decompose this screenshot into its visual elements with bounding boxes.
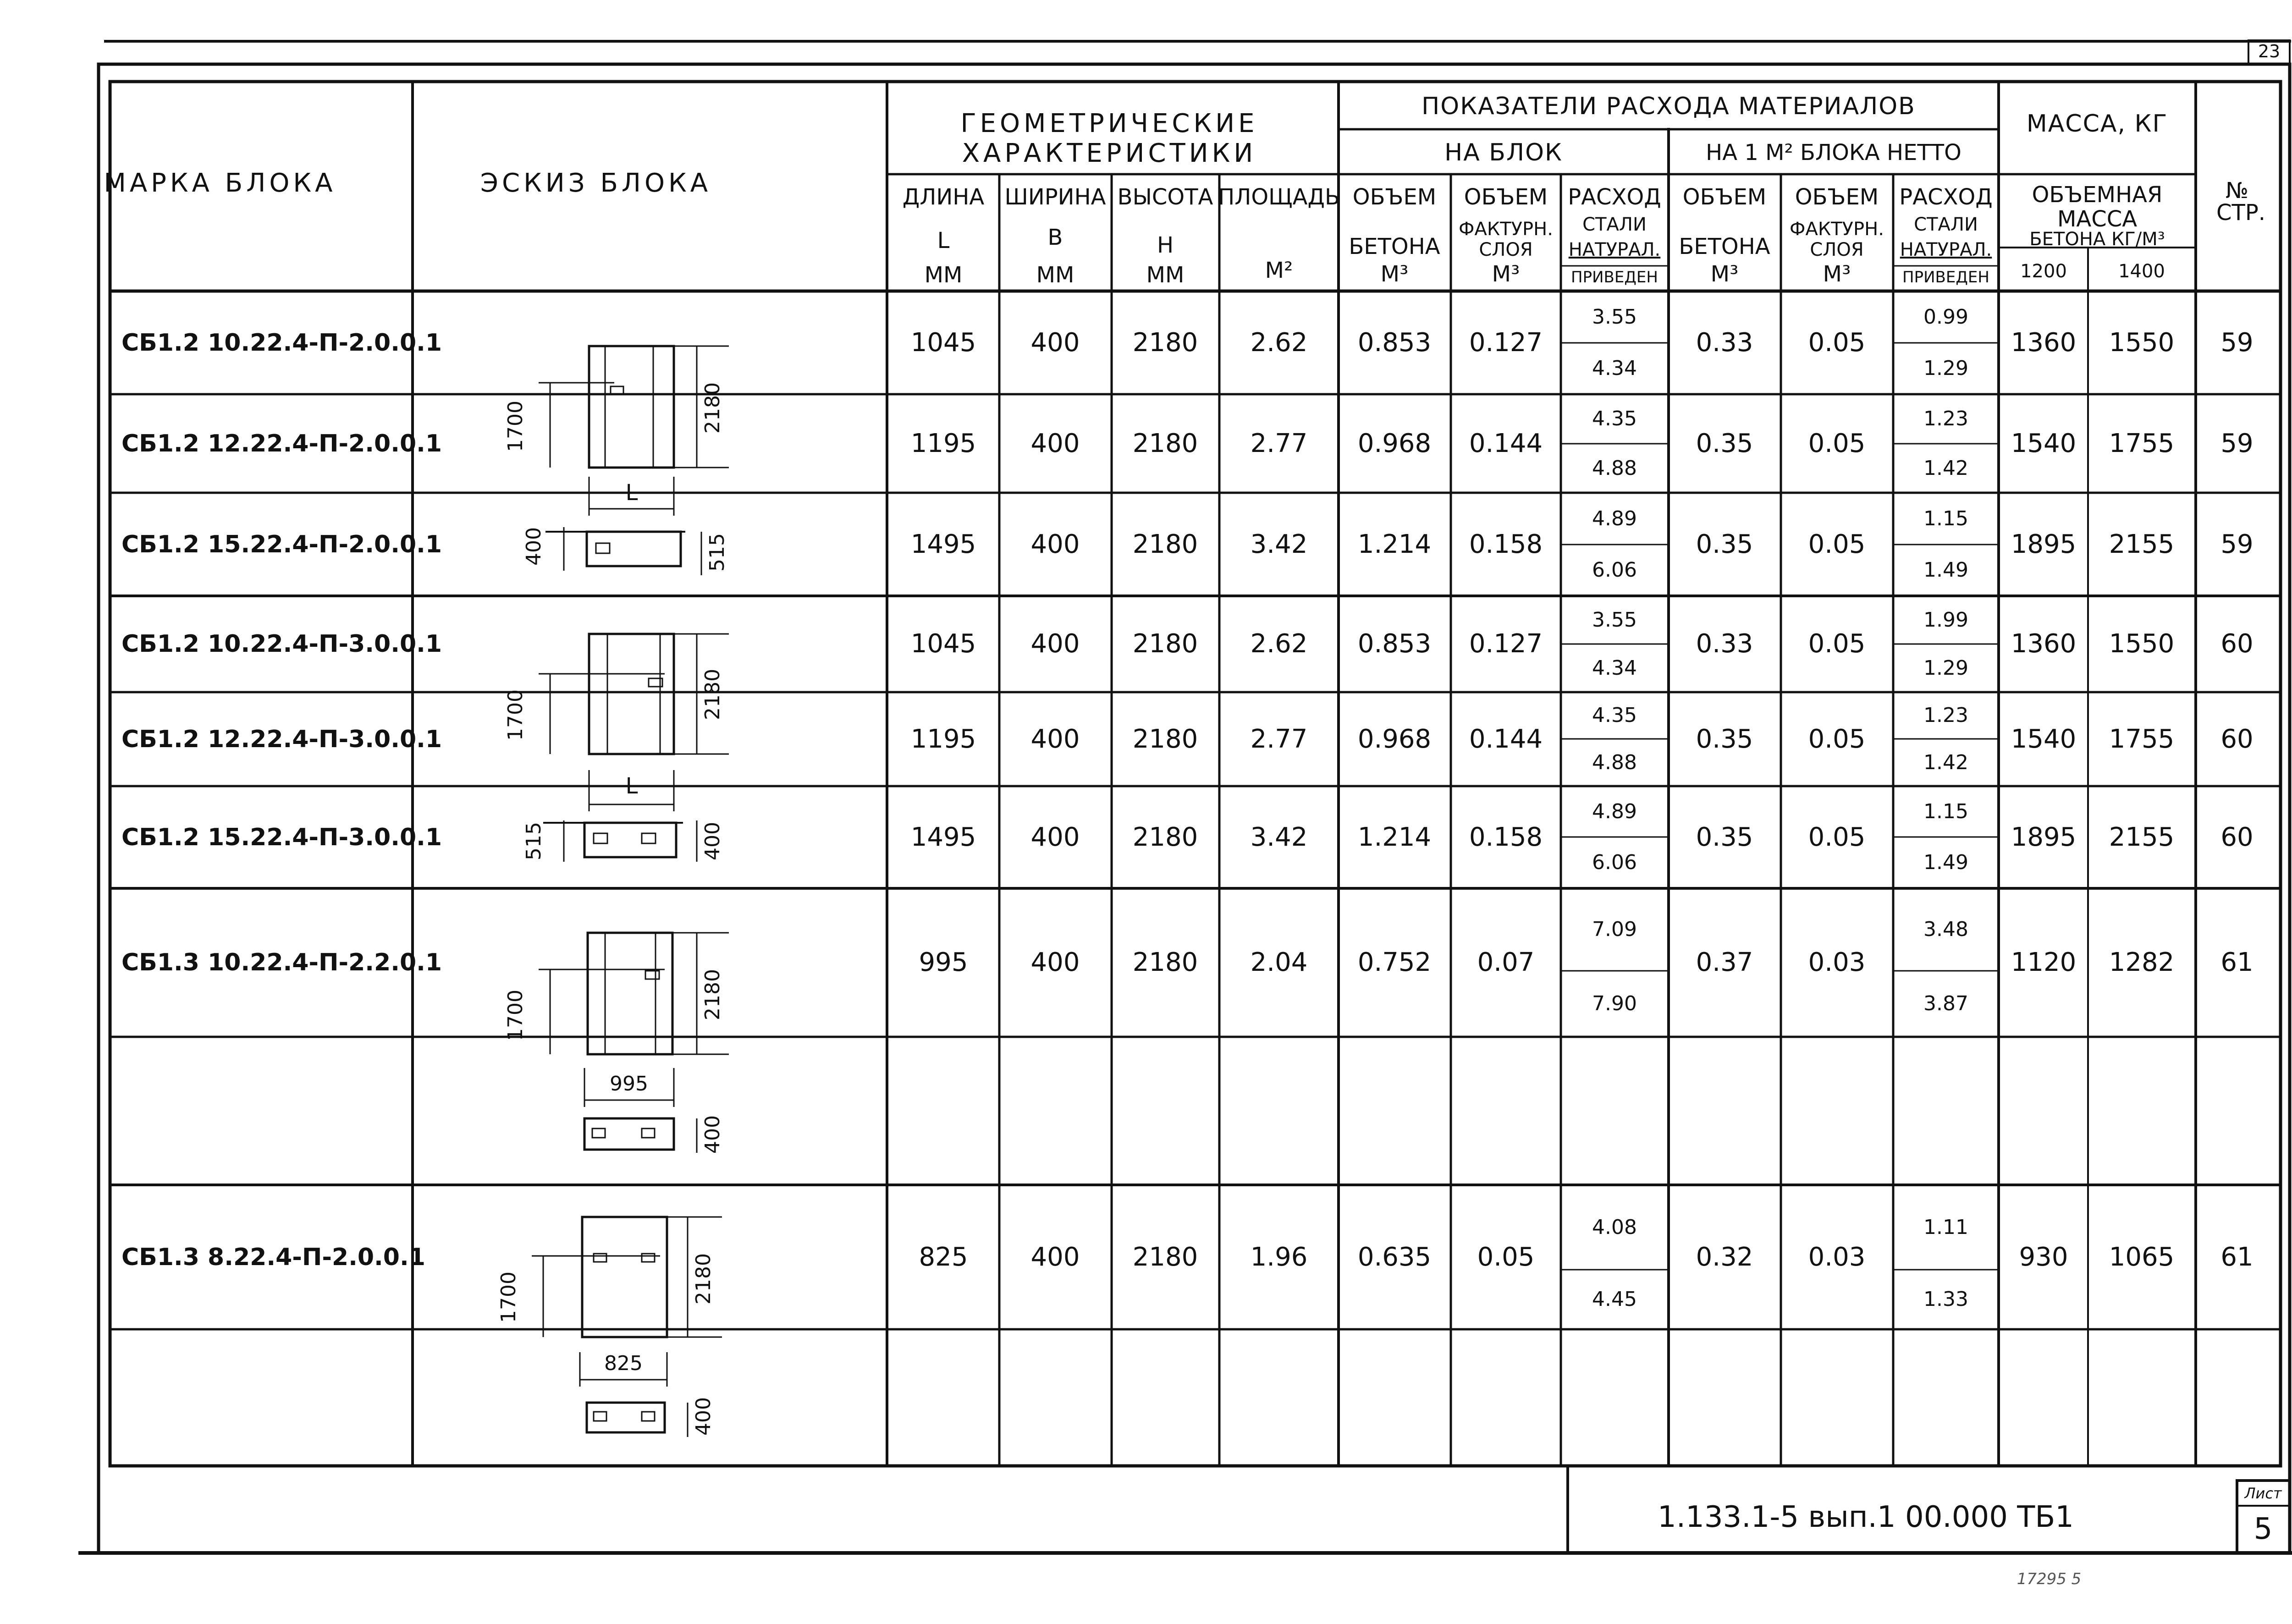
cell-vb2: 0.33 (1696, 327, 1753, 358)
cell-st-p: 6.06 (1592, 558, 1637, 582)
cell-S: 2.04 (1250, 947, 1308, 977)
cell-st2-n: 1.23 (1923, 704, 1968, 727)
cell-vf: 0.144 (1469, 428, 1543, 458)
header-vol-face-1: ОБЪЕМ (1464, 184, 1548, 210)
header-steel-2: СТАЛИ (1582, 214, 1647, 235)
sheet-number: 5 (2253, 1512, 2273, 1546)
cell-m1: 1360 (2011, 629, 2077, 659)
block-mark: СБ1.2 10.22.4-П-2.0.0.1 (121, 329, 442, 357)
header-steel-m2-2: СТАЛИ (1914, 214, 1978, 235)
header-length: ДЛИНА (902, 184, 985, 210)
cell-vb: 1.214 (1357, 822, 1432, 852)
header-steel-m2-3: НАТУРАЛ. (1900, 239, 1992, 260)
cell-st2-n: 3.48 (1923, 918, 1968, 941)
cell-B: 400 (1030, 529, 1080, 559)
cell-vf: 0.144 (1469, 724, 1543, 754)
header-steel-m2-4: ПРИВЕДЕН (1902, 268, 1989, 286)
cell-vb: 0.968 (1357, 428, 1432, 458)
cell-H: 2180 (1132, 629, 1198, 659)
cell-st2-p: 1.33 (1923, 1288, 1968, 1311)
cell-S: 2.62 (1250, 629, 1308, 659)
cell-B: 400 (1030, 822, 1080, 852)
block-mark: СБ1.2 10.22.4-П-3.0.0.1 (121, 630, 442, 658)
document-code: 1.133.1-5 вып.1 00.000 ТБ1 (1658, 1500, 2074, 1534)
sketch-2-dim-1700: 1700 (504, 689, 527, 741)
cell-p: 60 (2220, 629, 2253, 659)
sketch-1-dim-L: L (625, 480, 638, 506)
cell-H: 2180 (1132, 428, 1198, 458)
cell-st2-n: 1.11 (1923, 1215, 1968, 1239)
cell-vf: 0.127 (1469, 629, 1543, 659)
cell-L: 995 (919, 947, 968, 977)
cell-B: 400 (1030, 629, 1080, 659)
cell-st2-n: 1.23 (1923, 407, 1968, 430)
sketch-group-2 (539, 634, 729, 862)
cell-vb2: 0.35 (1696, 428, 1753, 458)
cell-vb: 0.853 (1357, 629, 1432, 659)
cell-B: 400 (1030, 428, 1080, 458)
header-area: ПЛОЩАДЬ (1218, 184, 1340, 210)
cell-vb: 0.635 (1357, 1242, 1432, 1272)
sketch-4-dim-L: 825 (604, 1352, 643, 1375)
cell-m1: 1895 (2011, 529, 2077, 559)
cell-st2-n: 0.99 (1923, 305, 1968, 329)
cell-H: 2180 (1132, 822, 1198, 852)
cell-vb: 0.853 (1357, 327, 1432, 358)
cell-vf2: 0.05 (1808, 529, 1866, 559)
cell-vb2: 0.37 (1696, 947, 1753, 977)
cell-p: 60 (2220, 724, 2253, 754)
sketch-1-dim-515: 515 (705, 533, 729, 572)
cell-st2-p: 1.49 (1923, 558, 1968, 582)
sketch-2-dim-2180: 2180 (701, 669, 724, 720)
header-vol-face-m2-2: ФАКТУРН. (1790, 219, 1884, 240)
cell-st2-n: 1.15 (1923, 799, 1968, 823)
header-vol-concrete-2: БЕТОНА (1349, 234, 1440, 259)
cell-st2-p: 3.87 (1923, 992, 1968, 1015)
cell-m2: 1282 (2109, 947, 2175, 977)
cell-L: 1045 (910, 629, 976, 659)
header-height: ВЫСОТА (1117, 184, 1213, 210)
cell-H: 2180 (1132, 529, 1198, 559)
cell-st2-n: 1.99 (1923, 608, 1968, 632)
sketch-2-dim-400: 400 (701, 822, 724, 860)
cell-S: 2.62 (1250, 327, 1308, 358)
cell-vb2: 0.35 (1696, 529, 1753, 559)
header-page-no: № СТР. (2216, 178, 2266, 226)
cell-p: 59 (2220, 428, 2253, 458)
sketch-2-dim-515: 515 (522, 822, 545, 860)
cell-vf2: 0.03 (1808, 1242, 1866, 1272)
sketch-4-dim-1700: 1700 (497, 1272, 520, 1323)
cell-st-n: 4.89 (1592, 506, 1637, 530)
cell-vb2: 0.32 (1696, 1242, 1753, 1272)
header-vol-concrete-unit: М³ (1380, 261, 1409, 287)
header-mass-vol-3: БЕТОНА КГ/М³ (2029, 229, 2165, 250)
cell-vb: 0.968 (1357, 724, 1432, 754)
header-vol-concrete-m2-1: ОБЪЕМ (1682, 184, 1767, 210)
header-height-sym: Н (1157, 232, 1174, 258)
header-width: ШИРИНА (1004, 184, 1106, 210)
cell-st-n: 4.35 (1592, 704, 1637, 727)
cell-p: 59 (2220, 529, 2253, 559)
header-steel-m2-1: РАСХОД (1899, 184, 1993, 210)
cell-vf2: 0.05 (1808, 724, 1866, 754)
cell-st-p: 4.34 (1592, 656, 1637, 680)
header-geom-1: ГЕОМЕТРИЧЕСКИЕ (960, 109, 1258, 138)
cell-vf: 0.05 (1477, 1242, 1535, 1272)
cell-S: 3.42 (1250, 529, 1308, 559)
sketch-group-1 (539, 346, 729, 575)
block-mark: СБ1.2 12.22.4-П-3.0.0.1 (121, 725, 442, 753)
cell-m2: 1755 (2109, 724, 2175, 754)
block-mark: СБ1.3 10.22.4-П-2.2.0.1 (121, 949, 442, 976)
block-mark: СБ1.2 15.22.4-П-2.0.0.1 (121, 530, 442, 558)
cell-m2: 1550 (2109, 629, 2175, 659)
cell-L: 1495 (910, 822, 976, 852)
block-mark: СБ1.3 8.22.4-П-2.0.0.1 (121, 1243, 425, 1271)
header-steel-1: РАСХОД (1568, 184, 1661, 210)
header-mass-1200: 1200 (2020, 261, 2067, 282)
cell-st2-p: 1.42 (1923, 456, 1968, 480)
cell-L: 1195 (910, 724, 976, 754)
cell-vb2: 0.35 (1696, 822, 1753, 852)
header-steel-4: ПРИВЕДЕН (1571, 268, 1658, 286)
cell-L: 1045 (910, 327, 976, 358)
header-length-sym: L (937, 228, 950, 253)
cell-st-n: 4.35 (1592, 407, 1637, 430)
cell-m1: 930 (2019, 1242, 2068, 1272)
header-vol-concrete-m2-unit: М³ (1710, 261, 1739, 287)
cell-vf2: 0.05 (1808, 327, 1866, 358)
cell-S: 3.42 (1250, 822, 1308, 852)
cell-L: 825 (919, 1242, 968, 1272)
cell-m2: 1755 (2109, 428, 2175, 458)
header-mass-vol-2: МАССА (2057, 206, 2138, 232)
header-area-unit: М² (1265, 258, 1293, 283)
sketch-4-dim-400: 400 (692, 1397, 715, 1436)
header-sketch: ЭСКИЗ БЛОКА (480, 168, 712, 198)
cell-st-n: 7.09 (1592, 918, 1637, 941)
header-per-m2: НА 1 М² БЛОКА НЕТТО (1706, 140, 1961, 165)
cell-m1: 1895 (2011, 822, 2077, 852)
header-materials: ПОКАЗАТЕЛИ РАСХОДА МАТЕРИАЛОВ (1421, 93, 1916, 120)
cell-st2-n: 1.15 (1923, 506, 1968, 530)
block-mark: СБ1.2 15.22.4-П-3.0.0.1 (121, 823, 442, 851)
cell-st-p: 4.34 (1592, 357, 1637, 380)
cell-B: 400 (1030, 947, 1080, 977)
cell-p: 59 (2220, 327, 2253, 358)
header-mass-1400: 1400 (2118, 261, 2165, 282)
cell-st-n: 4.89 (1592, 799, 1637, 823)
cell-L: 1495 (910, 529, 976, 559)
sketch-1-dim-400: 400 (522, 527, 545, 566)
sheet-label: Лист (2244, 1485, 2282, 1502)
header-geom-2: ХАРАКТЕРИСТИКИ (962, 138, 1257, 168)
header-vol-face-m2-unit: М³ (1823, 261, 1851, 287)
cell-st-p: 7.90 (1592, 992, 1637, 1015)
cell-m1: 1540 (2011, 428, 2077, 458)
cell-vf2: 0.05 (1808, 629, 1866, 659)
sketch-3-dim-400: 400 (701, 1115, 724, 1154)
cell-m1: 1540 (2011, 724, 2077, 754)
header-width-unit: ММ (1036, 262, 1074, 288)
cell-p: 61 (2220, 947, 2253, 977)
cell-st-p: 6.06 (1592, 851, 1637, 874)
header-mass: МАССА, КГ (2026, 110, 2168, 138)
header-mark: МАРКА БЛОКА (104, 168, 336, 198)
sketch-group-3 (539, 933, 729, 1153)
cell-vf: 0.158 (1469, 529, 1543, 559)
cell-m1: 1120 (2011, 947, 2077, 977)
cell-st2-p: 1.29 (1923, 357, 1968, 380)
cell-vf2: 0.05 (1808, 822, 1866, 852)
header-steel-3: НАТУРАЛ. (1568, 239, 1661, 260)
cell-m1: 1360 (2011, 327, 2077, 358)
cell-st-n: 3.55 (1592, 608, 1637, 632)
cell-vf: 0.158 (1469, 822, 1543, 852)
header-width-sym: В (1047, 225, 1063, 250)
cell-p: 61 (2220, 1242, 2253, 1272)
cell-H: 2180 (1132, 327, 1198, 358)
header-vol-face-m2-3: СЛОЯ (1810, 239, 1864, 260)
sketch-3-dim-2180: 2180 (701, 969, 724, 1020)
cell-vf2: 0.05 (1808, 428, 1866, 458)
cell-m2: 1550 (2109, 327, 2175, 358)
cell-vb2: 0.35 (1696, 724, 1753, 754)
footer-note: 17295 5 (2017, 1570, 2082, 1588)
cell-vb: 0.752 (1357, 947, 1432, 977)
cell-vb: 1.214 (1357, 529, 1432, 559)
cell-st2-p: 1.42 (1923, 750, 1968, 774)
cell-S: 2.77 (1250, 428, 1308, 458)
cell-vf: 0.07 (1477, 947, 1535, 977)
block-mark: СБ1.2 12.22.4-П-2.0.0.1 (121, 429, 442, 457)
cell-S: 1.96 (1250, 1242, 1308, 1272)
cell-m2: 2155 (2109, 529, 2175, 559)
cell-st2-p: 1.29 (1923, 656, 1968, 680)
header-mass-vol-1: ОБЪЕМНАЯ (2032, 182, 2163, 208)
cell-H: 2180 (1132, 724, 1198, 754)
header-vol-face-2: ФАКТУРН. (1459, 219, 1553, 240)
header-height-unit: ММ (1146, 262, 1185, 288)
cell-L: 1195 (910, 428, 976, 458)
sketch-2-dim-L: L (625, 773, 638, 799)
cell-st-p: 4.88 (1592, 456, 1637, 480)
header-vol-face-m2-1: ОБЪЕМ (1795, 184, 1879, 210)
sketch-4-dim-2180: 2180 (692, 1253, 715, 1305)
cell-vf: 0.127 (1469, 327, 1543, 358)
header-length-unit: ММ (924, 262, 963, 288)
cell-st-p: 4.45 (1592, 1288, 1637, 1311)
cell-B: 400 (1030, 327, 1080, 358)
cell-B: 400 (1030, 724, 1080, 754)
cell-m2: 2155 (2109, 822, 2175, 852)
sketch-3-dim-1700: 1700 (504, 990, 527, 1041)
header-vol-concrete-1: ОБЪЕМ (1352, 184, 1437, 210)
cell-H: 2180 (1132, 1242, 1198, 1272)
cell-B: 400 (1030, 1242, 1080, 1272)
sketch-1-dim-2180: 2180 (701, 382, 724, 434)
cell-st2-p: 1.49 (1923, 851, 1968, 874)
cell-st-p: 4.88 (1592, 750, 1637, 774)
cell-H: 2180 (1132, 947, 1198, 977)
header-vol-face-unit: М³ (1492, 261, 1520, 287)
cell-S: 2.77 (1250, 724, 1308, 754)
header-per-block: НА БЛОК (1444, 139, 1563, 166)
cell-m2: 1065 (2109, 1242, 2175, 1272)
cell-st-n: 3.55 (1592, 305, 1637, 329)
cell-vf2: 0.03 (1808, 947, 1866, 977)
sketch-3-dim-L: 995 (610, 1072, 648, 1096)
cell-vb2: 0.33 (1696, 629, 1753, 659)
cell-p: 60 (2220, 822, 2253, 852)
sketch-1-dim-1700: 1700 (504, 401, 527, 452)
header-vol-concrete-m2-2: БЕТОНА (1679, 234, 1770, 259)
header-vol-face-3: СЛОЯ (1479, 239, 1533, 260)
cell-st-n: 4.08 (1592, 1215, 1637, 1239)
sheet-corner-number: 23 (2258, 41, 2281, 61)
